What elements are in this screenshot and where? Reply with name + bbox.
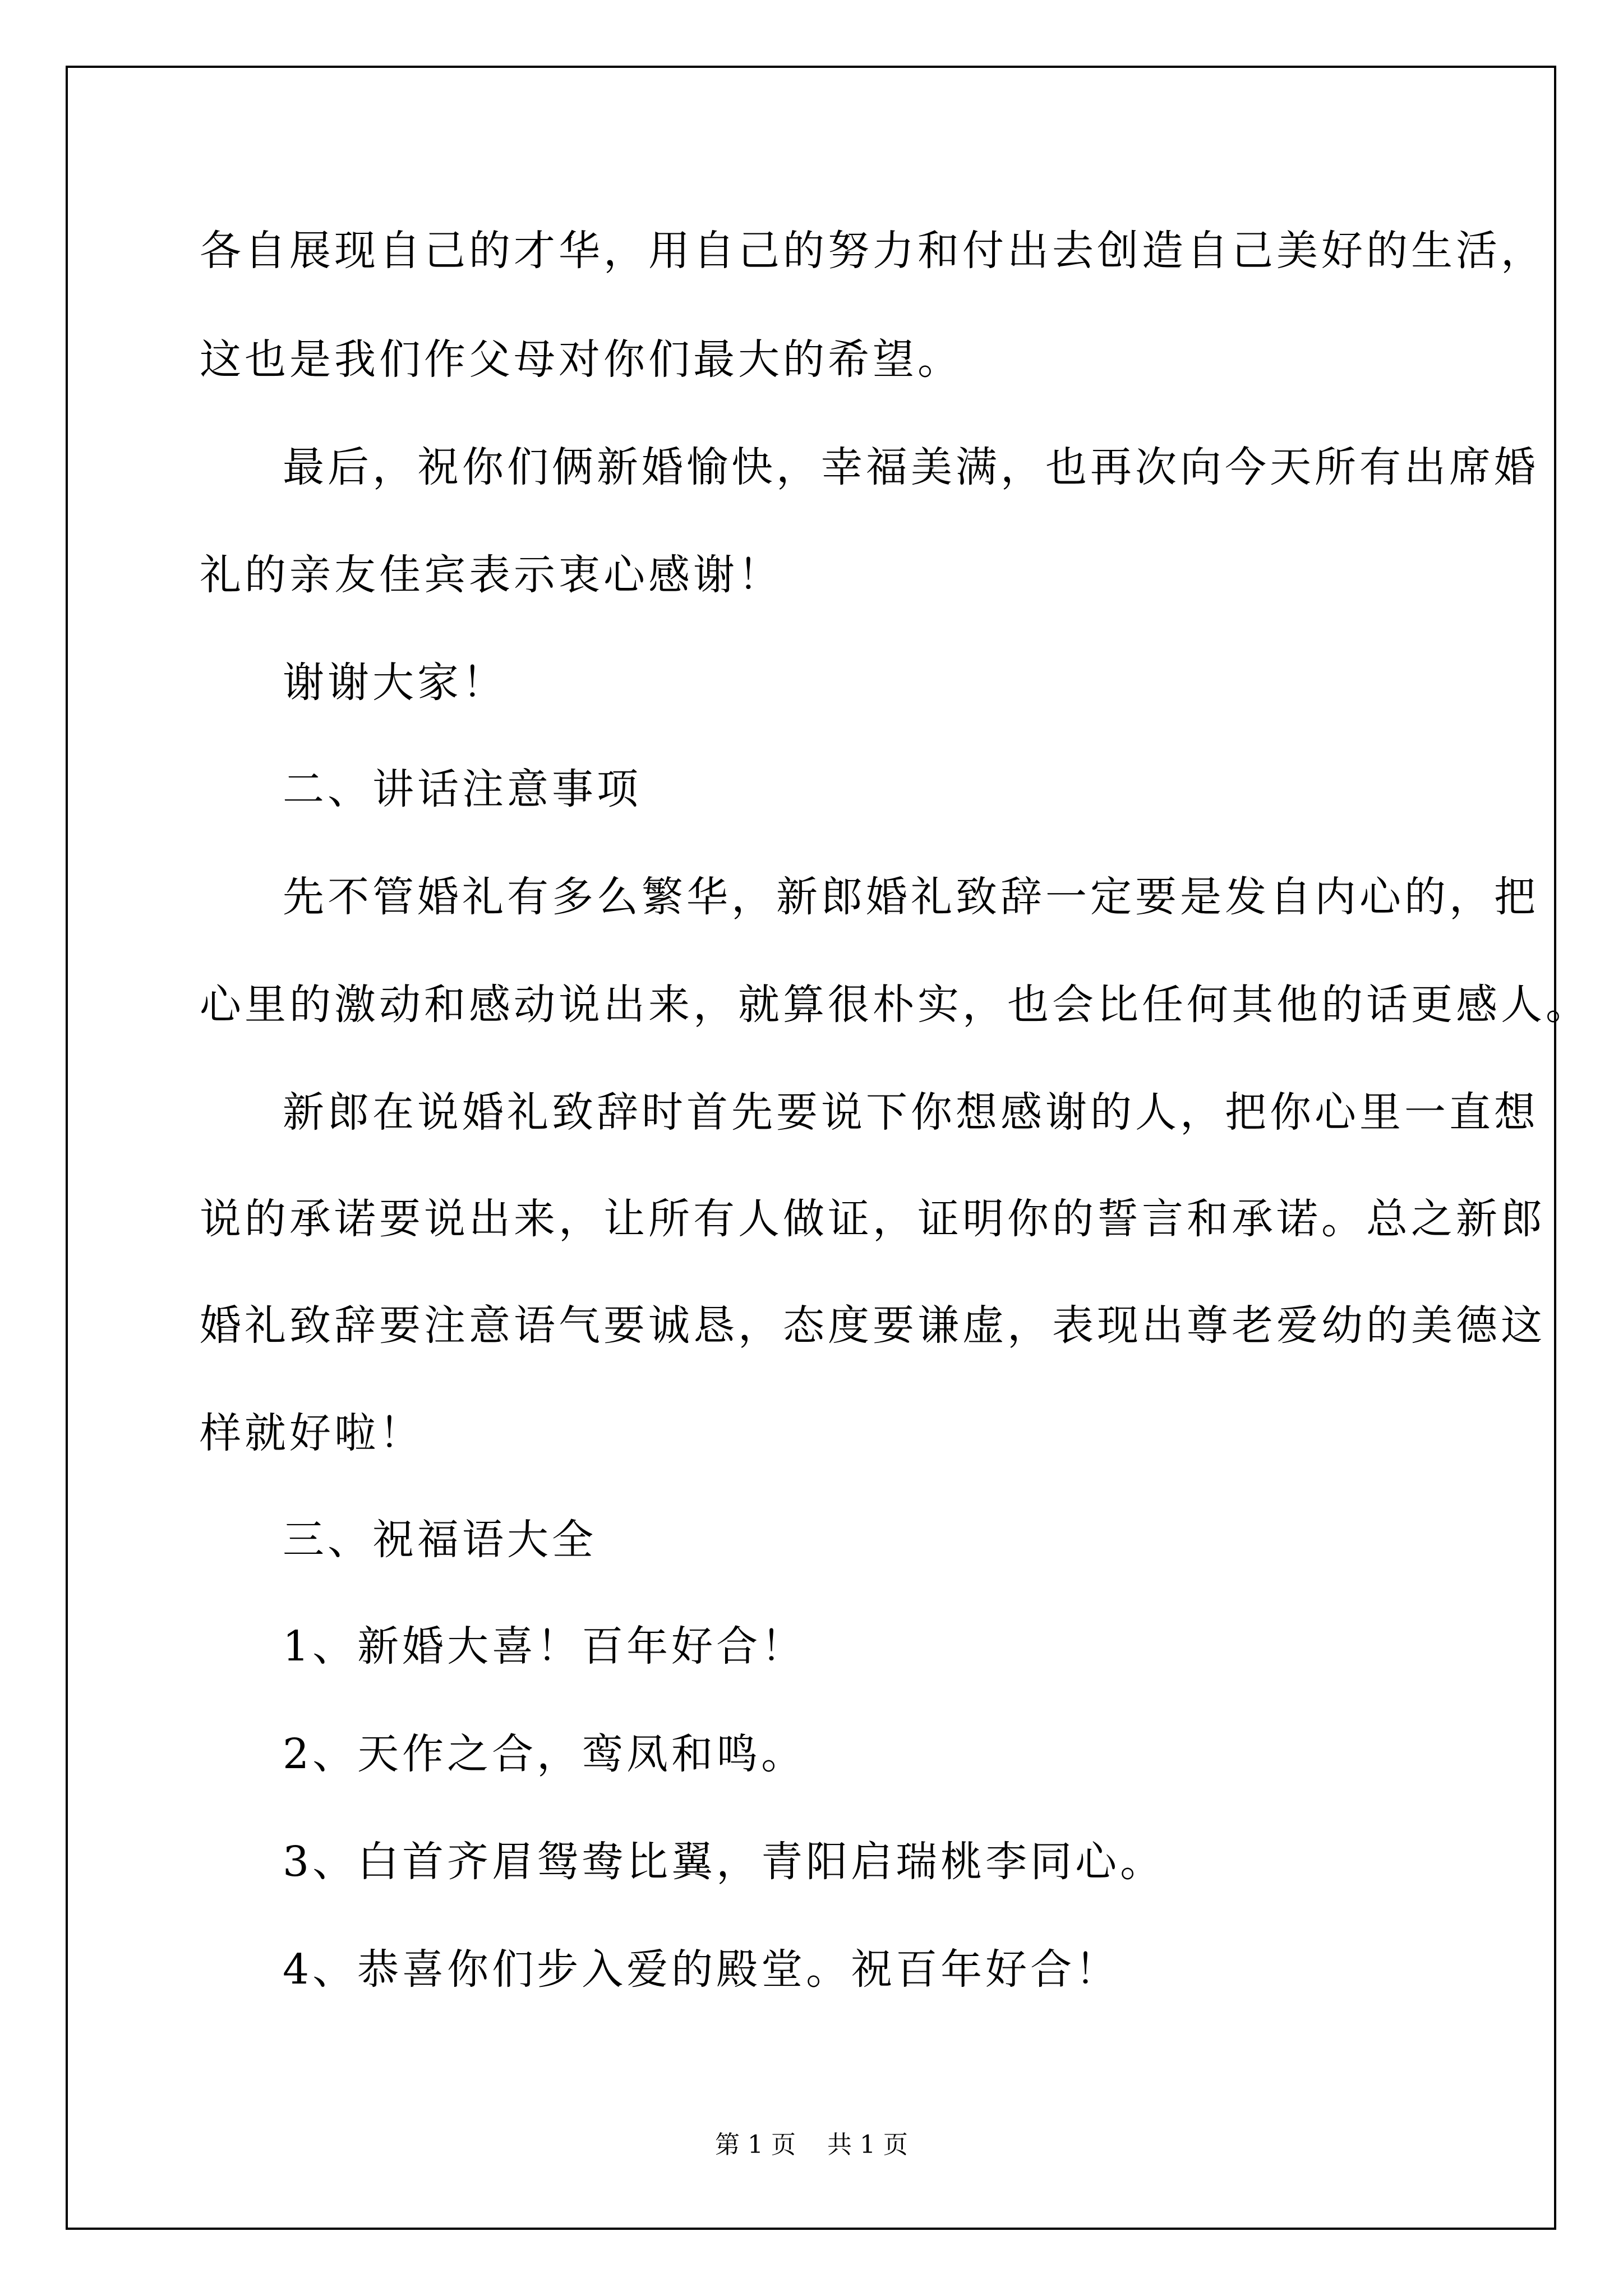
body-line-1: 各自展现自己的才华，用自己的努力和付出去创造自己美好的生活， (200, 227, 1546, 275)
body-line-9: 新郎在说婚礼致辞时首先要说下你想感谢的人，把你心里一直想 (283, 1088, 1539, 1137)
body-line-11: 婚礼致辞要注意语气要诚恳，态度要谦虚，表现出尊老爱幼的美德这 (200, 1301, 1546, 1350)
body-line-2: 这也是我们作父母对你们最大的希望。 (200, 335, 962, 384)
body-line-3: 最后，祝你们俩新婚愉快，幸福美满，也再次向今天所有出席婚 (283, 443, 1539, 491)
body-line-7: 先不管婚礼有多么繁华，新郎婚礼致辞一定要是发自内心的，把 (283, 873, 1539, 921)
body-line-4: 礼的亲友佳宾表示衷心感谢！ (200, 551, 783, 599)
blessing-item-1: 1、新婚大喜！百年好合！ (283, 1622, 806, 1671)
page-number-footer: 第 1 页 共 1 页 (715, 2131, 908, 2159)
section-heading-2: 二、讲话注意事项 (283, 765, 642, 813)
section-heading-3: 三、祝福语大全 (283, 1516, 597, 1564)
blessing-item-3: 3、白首齐眉鸳鸯比翼，青阳启瑞桃李同心。 (283, 1838, 1165, 1886)
body-line-10: 说的承诺要说出来，让所有人做证，证明你的誓言和承诺。总之新郎 (200, 1195, 1546, 1243)
blessing-item-4: 4、恭喜你们步入爱的殿堂。祝百年好合！ (283, 1945, 1121, 1994)
page-border (66, 66, 1556, 2230)
body-line-8: 心里的激动和感动说出来，就算很朴实，也会比任何其他的话更感人。 (200, 981, 1590, 1029)
body-line-12: 样就好啦！ (200, 1409, 424, 1457)
body-line-5: 谢谢大家！ (283, 659, 507, 707)
blessing-item-2: 2、天作之合，鸾凤和鸣。 (283, 1730, 806, 1778)
